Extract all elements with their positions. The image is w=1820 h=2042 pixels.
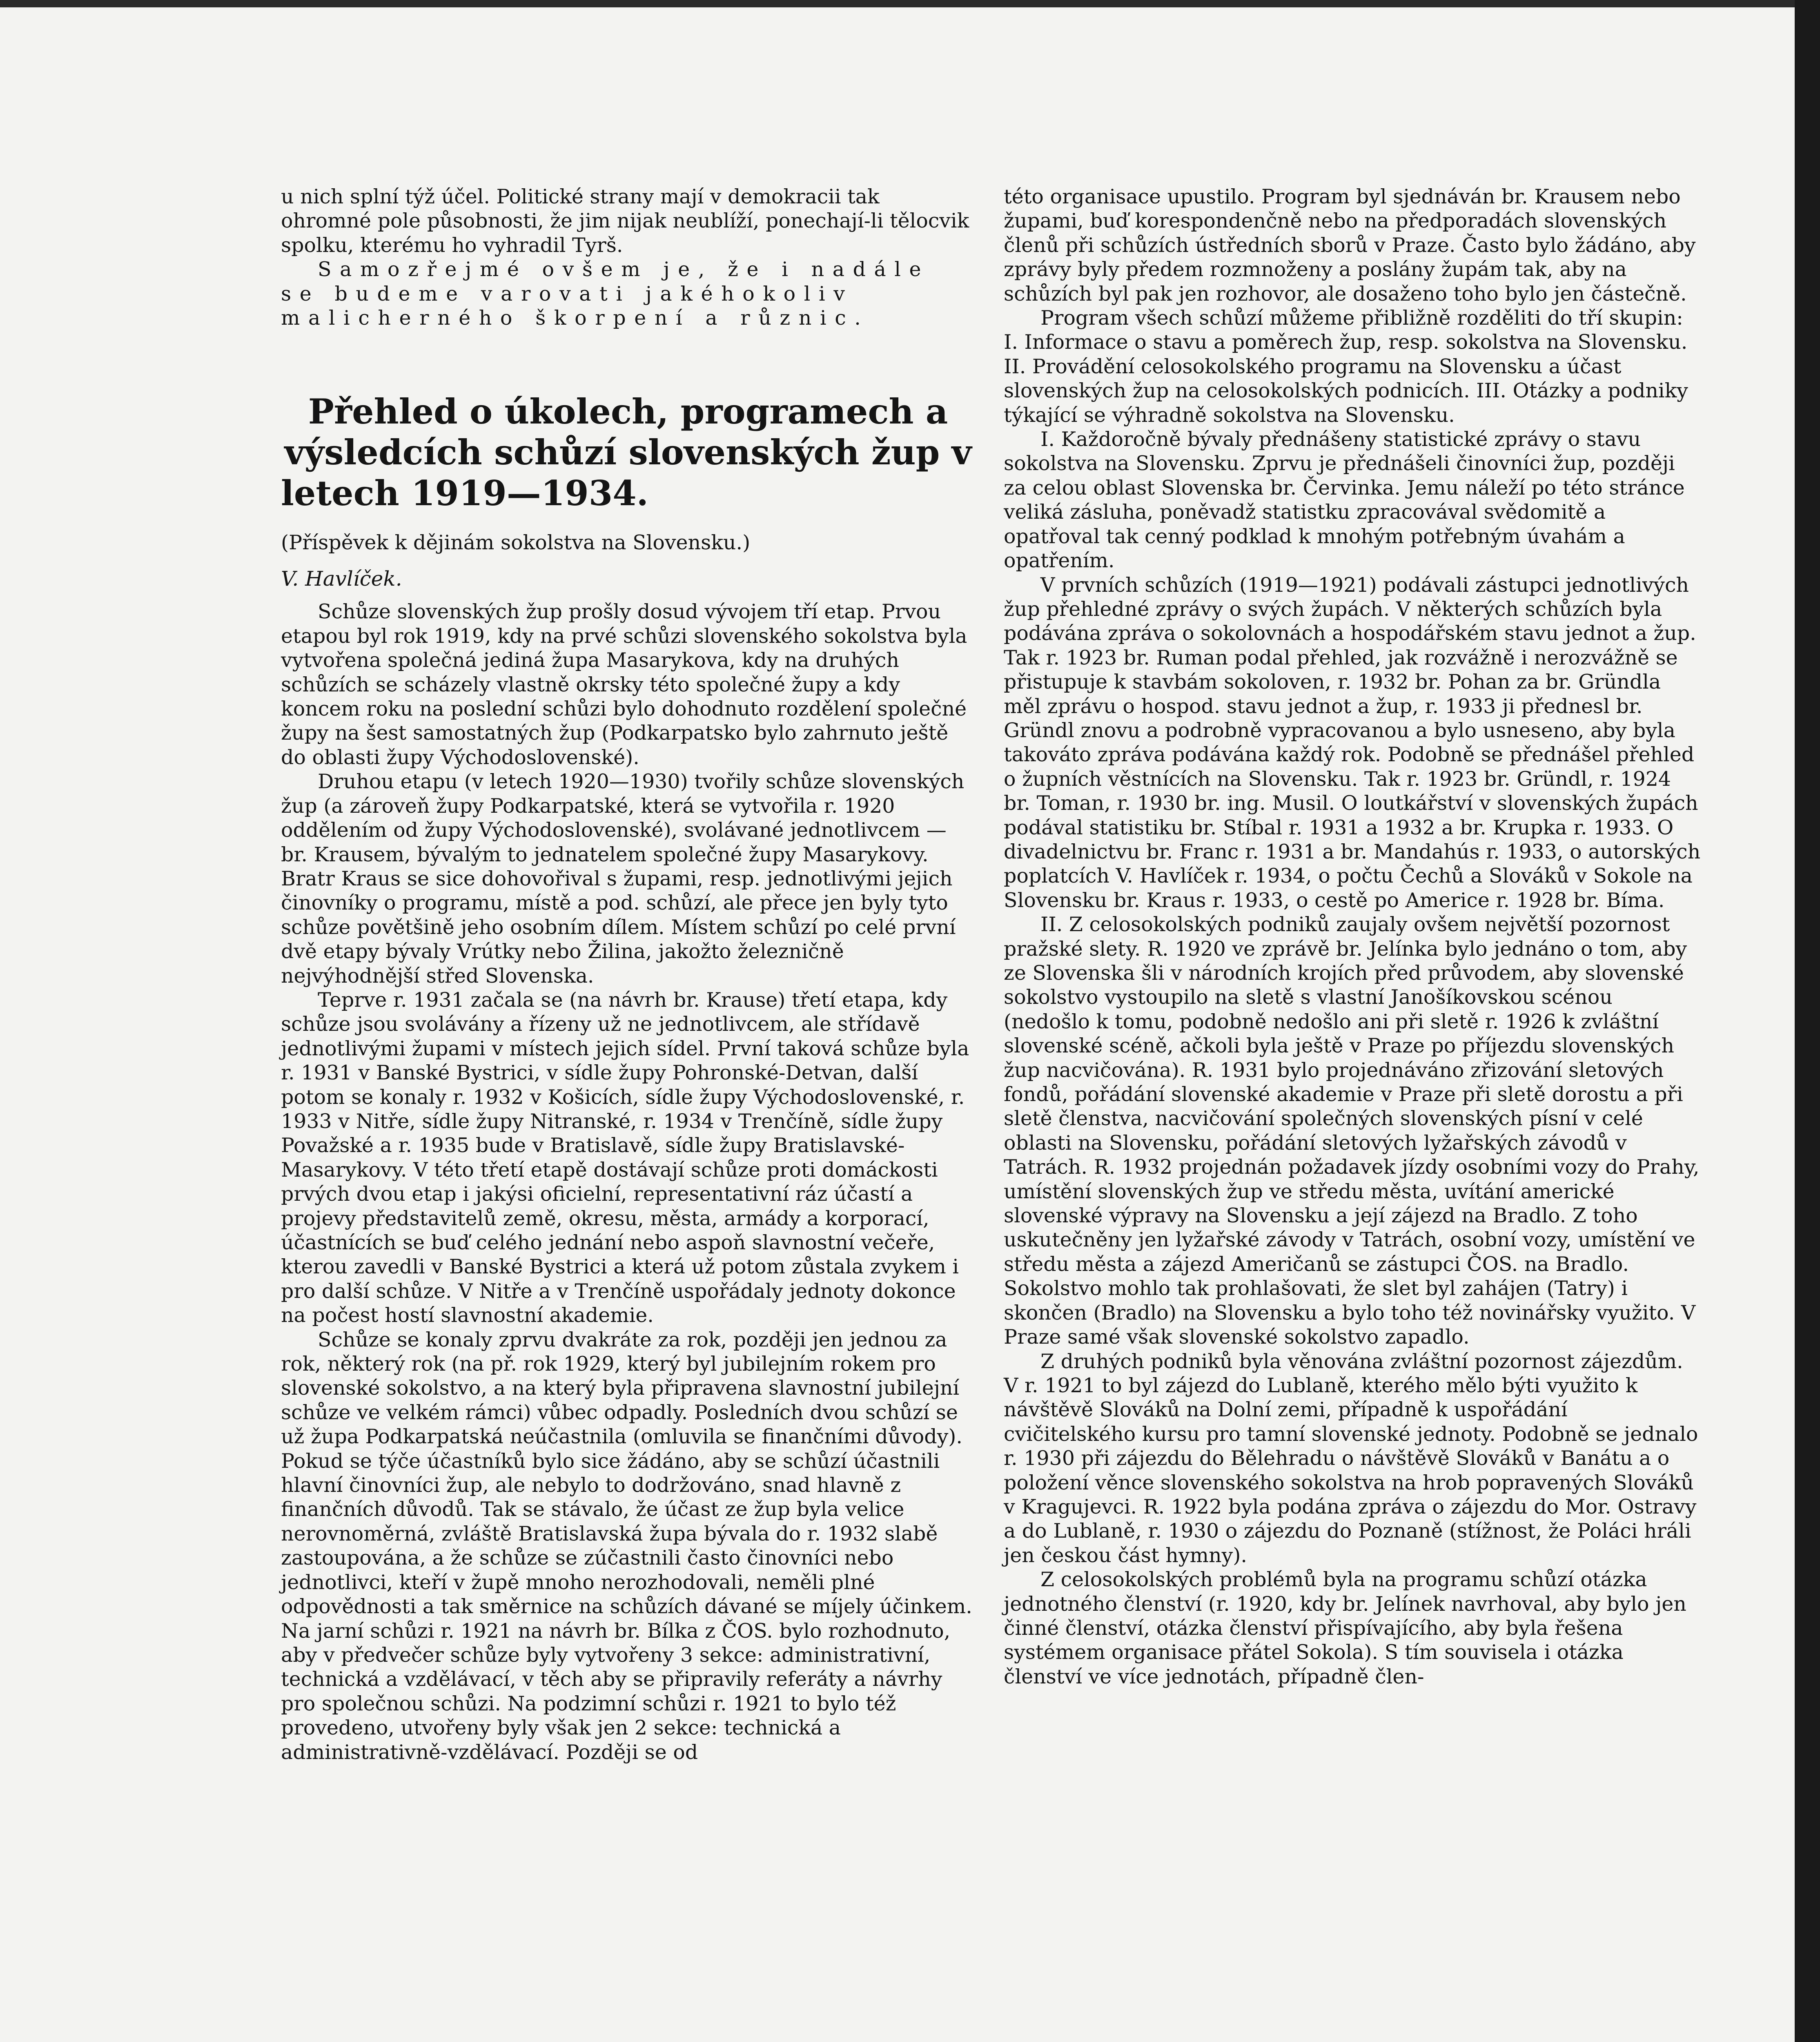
- left-paragraph: Schůze se konaly zprvu dvakráte za rok, později jen jednou za rok, některý rok (na př. rok 1929, který byl jubilejním rokem pro slovenské sokolstvo, a na který byla připravena slavnostní jubilejní schůze ve velkém rámci) vůbec odpadly. Posledních dvou schůzí se už župa Podkarpatská neúčastnila (omluvila se finančními důvody). Pokud se týče účastníků bylo sice žádáno, aby se schůzí účastnili hlavní činovníci žup, ale nebylo to dodržováno, snad hlavně z finančních důvodů. Tak se stávalo, že účast ze žup byla velice nerovnoměrná, zvláště Bratislavská župa bývala do r. 1932 slabě zastoupována, a že schůze se zúčastnili často činovníci nebo jednotlivci, kteří v župě mnoho nerozhodovali, neměli plné odpovědnosti a tak směrnice na schůzích dávané se míjely účinkem. Na jarní schůzi r. 1921 na návrh br. Bílka z ČOS. bylo rozhodnuto, aby v předvečer schůze byly vytvořeny 3 sekce: administrativní, technická a vzdělávací, v těch aby se připravily referáty a návrhy pro společnou schůzi. Na podzimní schůzi r. 1921 to bylo též provedeno, utvořeny byly však jen 2 sekce: technická a administrativně-vzdělávací. Později se od: [281, 1328, 972, 1764]
- left-paragraph: Schůze slovenských žup prošly dosud vývojem tří etap. Prvou etapou byl rok 1919, kdy na prvé schůzi slovenského sokolstva byla vytvořena společná jediná župa Masarykova, kdy na druhých schůzích se scházely vlastně okrsky této společné župy a kdy koncem roku na poslední schůzi bylo dohodnuto rozdělení společné župy na šest samostatných žup (Podkarpatsko bylo zahrnuto ještě do oblasti župy Východoslovenské).: [281, 600, 967, 769]
- right-paragraph: Z celosokolských problémů byla na programu schůzí otázka jednotného členství (r. 1920, kdy br. Jelínek navrhoval, aby bylo jen činné členství, otázka členství přispívajícího, aby byla řešena systémem organisace přátel Sokola). S tím souvisela i otázka členství ve více jednotách, případně člen-: [1004, 1568, 1686, 1688]
- left-column: [281, 185, 975, 1764]
- scan-right-edge: [1795, 0, 1820, 2042]
- intro-paragraph: u nich splní týž účel. Politické strany mají v demokracii tak ohromné pole působnosti, že jim nijak neublíží, ponechají-li tělocvik spolku, kterému ho vyhradil Tyrš.: [281, 185, 969, 257]
- intro-emphasis: Samozřejmé ovšem je, že i nadále se budeme varovati jakéhokoliv malicherného škorpení a různic.: [281, 258, 930, 330]
- right-paragraph: Program všech schůzí můžeme přibližně rozděliti do tří skupin: I. Informace o stavu a poměrech žup, resp. sokolstva na Slovensku. II. Provádění celosokolského programu na Slovensku a účast slovenských žup na celosokolských podnicích. III. Otázky a podniky týkající se výhradně sokolstva na Slovensku.: [1004, 306, 1688, 427]
- scan-top-edge: [0, 0, 1820, 7]
- article-subtitle: (Příspěvek k dějinám sokolstva na Slovensku.): [281, 531, 751, 555]
- right-paragraph: V prvních schůzích (1919—1921) podávali zástupci jednotlivých žup přehledné zprávy o svých župách. V některých schůzích byla podávána zpráva o sokolovnách a hospodářském stavu jednot a žup. Tak r. 1923 br. Ruman podal přehled, jak rozvážně i nerozvážně se přistupuje k stavbám sokoloven, r. 1932 br. Pohan za br. Gründla měl zprávu o hospod. stavu jednot a žup, r. 1933 ji přednesl br. Gründl znovu a podrobně vypracovanou a bylo usneseno, aby byla takováto zpráva podávána každý rok. Podobně se přednášel přehled o župních věstnících na Slovensku. Tak r. 1923 br. Gründl, r. 1924 br. Toman, r. 1930 br. ing. Musil. O loutkářství v slovenských župách podával statistiku br. Stíbal r. 1931 a 1932 a br. Krupka r. 1933. O divadelnictvu br. Franc r. 1931 a br. Mandahús r. 1933, o autorských poplatcích V. Havlíček r. 1934, o počtu Čechů a Slováků v Sokole na Slovensku br. Kraus r. 1933, o cestě po Americe r. 1928 br. Bíma.: [1004, 573, 1701, 912]
- left-paragraph: Druhou etapu (v letech 1920—1930) tvořily schůze slovenských žup (a zároveň župy Podkarpatské, která se vytvořila r. 1920 oddělením od župy Východoslovenské), svolávané jednotlivcem — br. Krausem, bývalým to jednatelem společné župy Masarykovy. Bratr Kraus se sice dohovořival s župami, resp. jednotlivými jejich činovníky o programu, místě a pod. schůzí, ale přece jen byly tyto schůze povětšině jeho osobním dílem. Místem schůzí po celé první dvě etapy bývaly Vrútky nebo Žilina, jakožto železničně nejvýhodnější střed Slovenska.: [281, 770, 965, 988]
- left-paragraph: Teprve r. 1931 začala se (na návrh br. Krause) třetí etapa, kdy schůze jsou svolávány a řízeny už ne jednotlivcem, ale střídavě jednotlivými župami v místech jejich sídel. První taková schůze byla r. 1931 v Banské Bystrici, v sídle župy Pohronské-Detvan, další potom se konaly r. 1932 v Košicích, sídle župy Východoslovenské, r. 1933 v Nitře, sídle župy Nitranské, r. 1934 v Trenčíně, sídle župy Považské a r. 1935 bude v Bratislavě, sídle župy Bratislavské-Masarykovy. V této třetí etapě dostávají schůze proti domáckosti prvých dvou etap i jakýsi oficielní, representativní ráz účastí a projevy představitelů země, okresu, města, armády a korporací, účastnících se buď celého jednání nebo aspoň slavnostní večeře, kterou zavedli v Banské Bystrici a která už potom zůstala zvykem i pro další schůze. V Nitře a v Trenčíně uspořádaly jednoty dokonce na počest hostí slavnostní akademie.: [281, 988, 969, 1327]
- article-title: Přehled o úkolech, programech a výsledcích schůzí slovenských žup v letech 1919—1934.: [281, 391, 972, 514]
- right-paragraph: I. Každoročně bývaly přednášeny statistické zprávy o stavu sokolstva na Slovensku. Zprvu je přednášeli činovníci žup, později za celou oblast Slovenska br. Červinka. Jemu náleží po této stránce veliká zásluha, poněvadž statistku zpracovával svědomitě a opatřoval tak cenný podklad k mnohým potřebným úvahám a opatřením.: [1004, 428, 1685, 573]
- right-paragraph: Z druhých podniků byla věnována zvláštní pozornost zájezdům. V r. 1921 to byl zájezd do Lublaně, kterého mělo býti využito k návštěvě Slováků na Dolní zemi, případně k uspořádání cvičitelského kursu pro tamní slovenské jednoty. Podobně se jednalo r. 1930 při zájezdu do Bělehradu o návštěvě Slováků v Banátu a o položení věnce slovenského sokolstva na hrob popravených Slováků v Kragujevci. R. 1922 byla podána zpráva o zájezdu do Mor. Ostravy a do Lublaně, r. 1930 o zájezdu do Poznaně (stížnost, že Poláci hráli jen českou část hymny).: [1004, 1349, 1698, 1567]
- right-paragraph: II. Z celosokolských podniků zaujaly ovšem největší pozornost pražské slety. R. 1920 ve zprávě br. Jelínka bylo jednáno o tom, aby ze Slovenska šli v národních krojích před průvodem, aby slovenské sokolstvo vystoupilo na sletě s vlastní Janošíkovskou scénou (nedošlo k tomu, podobně nedošlo ani při sletě r. 1926 k zvláštní slovenské scéně, ačkoli byla ještě v Praze po příjezdu slovenských žup nacvičována). R. 1931 bylo projednáváno zřizování sletových fondů, pořádání slovenské akademie v Praze při sletě dorostu a při sletě členstva, nacvičování společných slovenských písní v celé oblasti na Slovensku, pořádání sletových lyžařských závodů v Tatrách. R. 1932 projednán požadavek jízdy osobními vozy do Prahy, umístění slovenských žup ve středu města, uvítání americké slovenské výpravy na Slovensku a její zájezd na Bradlo. Z toho uskutečněny jen lyžařské závody v Tatrách, osobní vozy, umístění ve středu města a zájezd Američanů se zástupci ČOS. na Bradlo. Sokolstvo mohlo tak prohlašovati, že slet byl zahájen (Tatry) i skončen (Bradlo) na Slovensku a bylo toho též novinářsky využito. V Praze samé však slovenské sokolstvo zapadlo.: [1004, 913, 1700, 1349]
- right-paragraph: této organisace upustilo. Program byl sjednáván br. Krausem nebo župami, buď korespondenčně nebo na předporadách slovenských členů při schůzích ústředních sborů v Praze. Často bylo žádáno, aby zprávy byly předem rozmnoženy a poslány župám tak, aby na schůzích byl pak jen rozhovor, ale dosaženo toho bylo jen částečně.: [1004, 185, 1696, 305]
- article-author: V. Havlíček.: [281, 567, 402, 591]
- right-column: [1004, 185, 1702, 1689]
